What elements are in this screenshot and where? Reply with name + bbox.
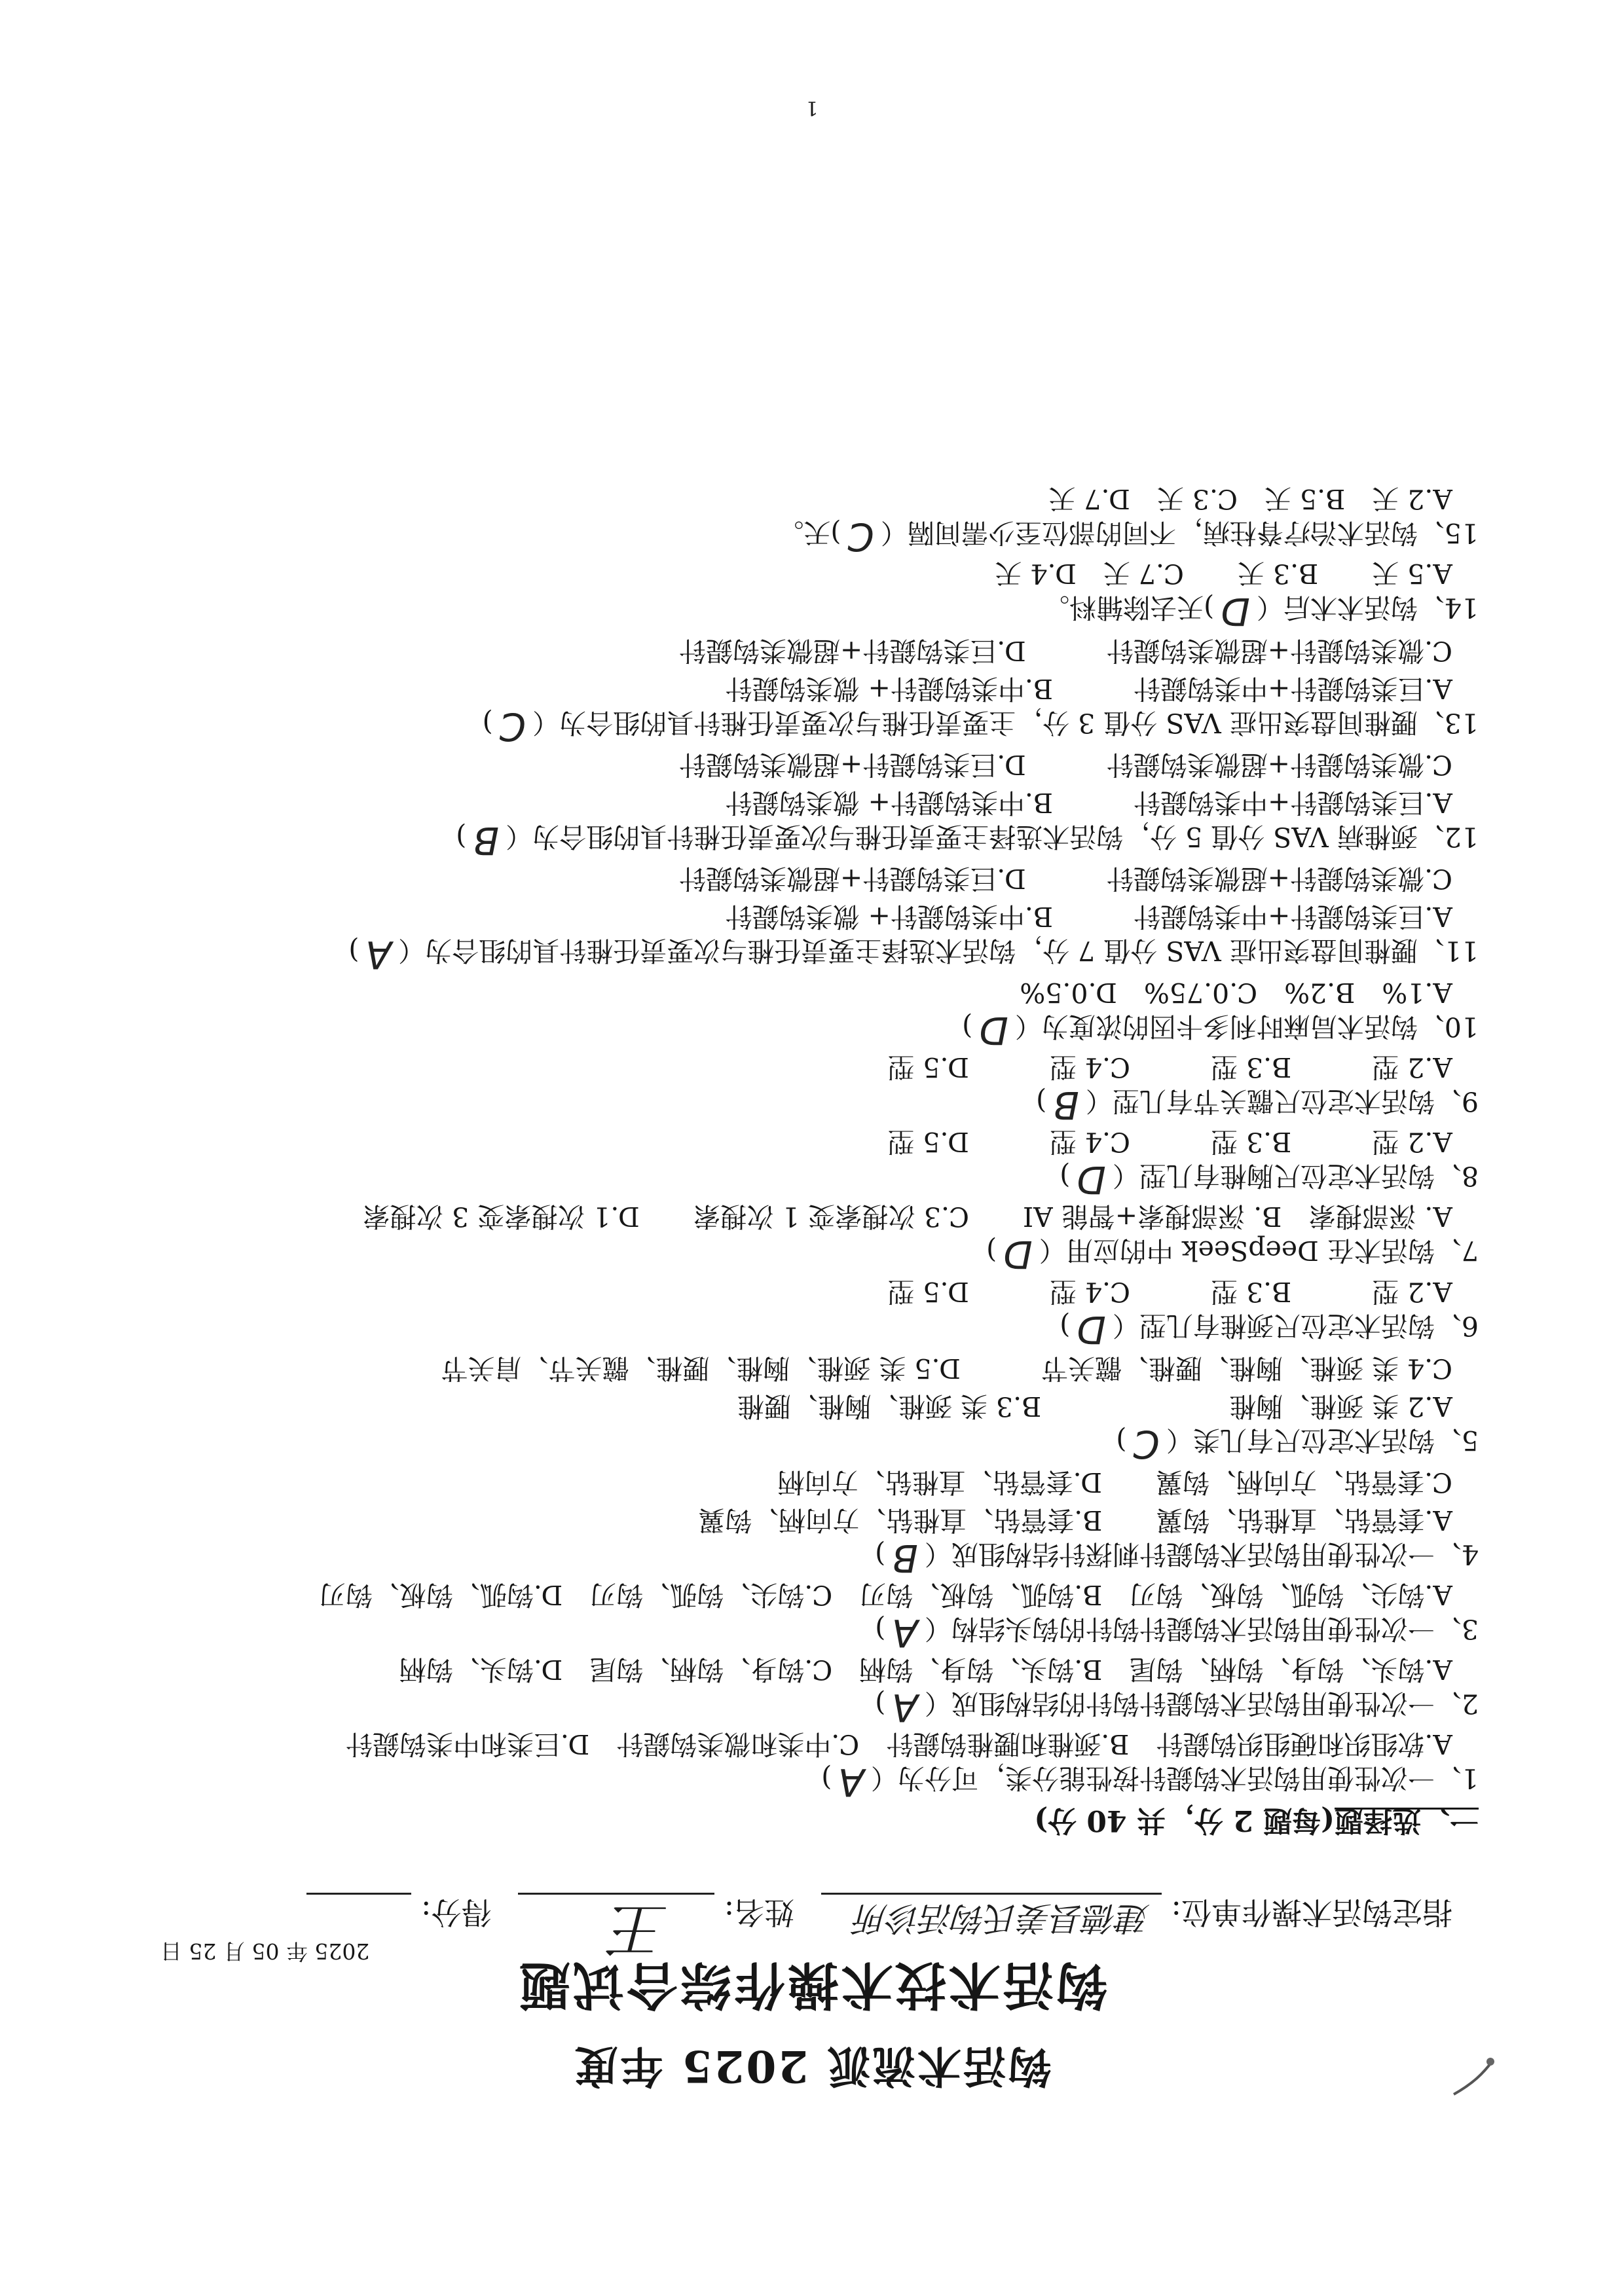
question-text: 9、钩活术定位尺髋关节有几型（ xyxy=(1085,1085,1479,1117)
question-text-end: )天。 xyxy=(777,517,841,549)
name-label: 姓名: xyxy=(724,1895,795,1930)
question-9 xyxy=(1036,1083,1479,1127)
question-text-end: ) xyxy=(986,1235,997,1266)
handwritten-answer: D xyxy=(1077,1157,1106,1202)
question-14 xyxy=(1043,589,1479,634)
question-text: 4、一次性使用钩活术钩鍉针刺探针结构组成（ xyxy=(924,1539,1479,1570)
section-heading xyxy=(1034,1802,1479,1844)
question-5-options: A.2 类 颈椎、胸椎 B.3 类 颈椎、胸椎、腰椎 xyxy=(737,1391,1452,1422)
question-10-options: A.1% B.2% C.0.75% D.0.5% xyxy=(1020,977,1452,1008)
question-15-options: A.2 天 B.5 天 C.3 天 D.7 天 xyxy=(1048,483,1452,515)
question-text: 14、钩活术术后（ xyxy=(1256,592,1479,623)
question-8-options: A.2 型 B.3 型 C.4 型 D.5 型 xyxy=(887,1126,1452,1157)
question-text-end: ) xyxy=(875,1539,886,1570)
question-3 xyxy=(875,1611,1479,1655)
question-text: 1、一次性使用钩活术钩鍉针按性能分类，可分为（ xyxy=(870,1762,1479,1794)
question-14-options: A.5 天 B.3 天 C.7 天 D.4 天 xyxy=(995,558,1452,589)
name-field xyxy=(518,1893,714,1963)
unit-handwriting: 建德县姜氏钩活诊所 xyxy=(855,1899,1150,1937)
handwritten-answer: C xyxy=(499,704,526,749)
question-text-end: ) xyxy=(875,1613,886,1645)
question-text-end: ) xyxy=(1036,1085,1047,1117)
handwritten-answer: C xyxy=(1133,1422,1160,1467)
question-1-options: A.软组织和硬组织钩鍉针 B.颈椎和腰椎钩鍉针 C.中类和微类钩鍉针 D.巨类和中类钩鍉针 xyxy=(345,1728,1452,1760)
question-text-end: ) xyxy=(348,935,360,966)
question-text: 3、一次性使用钩活术钩鍉针钩针的钩头结构（ xyxy=(924,1613,1479,1645)
handwritten-answer: A xyxy=(892,1611,918,1655)
question-text: 8、钩活术定位尺胸椎有几型（ xyxy=(1112,1160,1479,1192)
question-4-options: C.套管钻、方向柄、钩翼 D.套管钻、直椎钻、方向柄 xyxy=(777,1467,1452,1498)
question-4-options: A.套管钻、直椎钻、钩翼 B.套管钻、直椎钻、方向柄、钩翼 xyxy=(698,1504,1452,1536)
handwritten-answer: A xyxy=(892,1685,918,1730)
question-text: 6、钩活术定位尺颈椎有几型（ xyxy=(1112,1310,1479,1341)
question-6-options: A.2 型 B.3 型 C.4 型 D.5 型 xyxy=(887,1276,1452,1307)
handwritten-answer: D xyxy=(1221,589,1250,634)
section-title: 一、选择题 xyxy=(1335,1804,1479,1837)
question-text: 2、一次性使用钩活术钩鍉针钩针的结构组成（ xyxy=(924,1688,1479,1719)
question-text-end: ) xyxy=(821,1762,832,1794)
handwritten-answer: D xyxy=(1077,1307,1106,1352)
question-15 xyxy=(777,515,1479,559)
question-2 xyxy=(875,1685,1479,1730)
question-12 xyxy=(456,818,1479,863)
unit-field xyxy=(821,1893,1162,1937)
section-rule: (每题 2 分，共 40 分) xyxy=(1034,1804,1335,1837)
question-13-options: C.微类钩鍉针+超微类钩鍉针 D.巨类钩鍉针+超微类钩鍉针 xyxy=(678,635,1452,666)
handwritten-answer: B xyxy=(1053,1083,1079,1127)
question-1 xyxy=(821,1760,1479,1804)
question-text-end: )天去除辅料。 xyxy=(1043,592,1215,623)
question-text-end: ) xyxy=(1116,1425,1127,1456)
question-11-options: C.微类钩鍉针+超微类钩鍉针 D.巨类钩鍉针+超微类钩鍉针 xyxy=(678,863,1452,894)
question-8 xyxy=(1060,1157,1479,1202)
handwritten-answer: A xyxy=(365,932,392,977)
question-13 xyxy=(482,704,1479,749)
question-12-options: A.巨类钩鍉针+中类钩鍉针 B.中类钩鍉针+ 微类钩鍉针 xyxy=(725,787,1452,818)
handwritten-answer: B xyxy=(473,818,500,863)
handwritten-answer: D xyxy=(979,1008,1008,1053)
scan-pen-mark xyxy=(1447,2054,1500,2100)
score-label: 得分: xyxy=(421,1895,492,1930)
page-number: 1 xyxy=(805,96,819,119)
question-2-options: A.钩头、钩身、钩柄、钩尾 B.钩头、钩身、钩柄 C.钩身、钩柄、钩尾 D.钩头、钩柄 xyxy=(399,1654,1452,1685)
question-text: 15、钩活术治疗脊柱病，不同的部位至少需间隔（ xyxy=(880,517,1479,549)
question-11 xyxy=(348,932,1479,977)
question-text: 10、钩活术局麻时利多卡因的浓度为（ xyxy=(1014,1011,1479,1042)
name-handwriting: 王 xyxy=(611,1895,669,1963)
candidate-info xyxy=(306,1864,1452,1963)
question-5-options: C.4 类 颈椎、胸椎、腰椎、髋关节 D.5 类 颈椎、胸椎、腰椎、髋关节、肩关节 xyxy=(441,1353,1452,1384)
question-4 xyxy=(875,1536,1479,1580)
question-text: 11、腰椎间盘突出症 VAS 分值 7 分，钩活术选择主要责任椎与次要责任椎针具的组合为（ xyxy=(398,935,1479,966)
exam-date: 2025 年 05 月 25 日 xyxy=(160,1939,370,1964)
question-5 xyxy=(1116,1422,1479,1467)
handwritten-answer: B xyxy=(892,1536,918,1580)
question-10 xyxy=(962,1008,1479,1053)
question-text: 13、腰椎间盘突出症 VAS 分值 3 分，主要责任椎与次要责任椎针具的组合为（ xyxy=(532,707,1479,738)
handwritten-answer: A xyxy=(838,1760,864,1804)
question-13-options: A.巨类钩鍉针+中类钩鍉针 B.中类钩鍉针+ 微类钩鍉针 xyxy=(725,673,1452,704)
question-text-end: ) xyxy=(1060,1160,1071,1192)
question-text-end: ) xyxy=(875,1688,886,1719)
question-9-options: A.2 型 B.3 型 C.4 型 D.5 型 xyxy=(887,1051,1452,1083)
question-3-options: A.钩尖、钩弧、钩板、钩刃 B.钩弧、钩板、钩刃 C.钩尖、钩弧、钩刃 D.钩弧、钩板、钩刃 xyxy=(318,1579,1452,1611)
handwritten-answer: D xyxy=(1003,1232,1033,1277)
question-6 xyxy=(1060,1307,1479,1352)
question-text-end: ) xyxy=(962,1011,973,1042)
question-text-end: ) xyxy=(456,821,467,852)
question-12-options: C.微类钩鍉针+超微类钩鍉针 D.巨类钩鍉针+超微类钩鍉针 xyxy=(678,749,1452,780)
question-7 xyxy=(986,1232,1479,1277)
question-text: 5、钩活术定位尺有几类（ xyxy=(1166,1425,1479,1456)
question-text: 7、钩活术在 DeepSeek 中的应用（ xyxy=(1039,1235,1479,1266)
exam-title-line2: 钩活术技术操作综合试题 xyxy=(517,1955,1108,2014)
exam-title-line1: 钩活术流派 2025 年度 xyxy=(572,2041,1052,2092)
question-11-options: A.巨类钩鍉针+中类钩鍉针 B.中类钩鍉针+ 微类钩鍉针 xyxy=(725,901,1452,932)
question-text: 12、颈椎病 VAS 分值 5 分，钩活术选择主要责任椎与次要责任椎针具的组合为（ xyxy=(506,821,1479,852)
unit-label: 指定钩活术操作单位: xyxy=(1171,1895,1452,1930)
score-field xyxy=(306,1893,411,1926)
question-text-end: ) xyxy=(482,707,493,738)
question-text-end: ) xyxy=(1060,1310,1071,1341)
handwritten-answer: C xyxy=(847,515,874,559)
question-7-options: A. 深部搜索 B. 深部搜索+智能 AI C.3 次搜索变 1 次搜索 D.1 次搜索变 3 次搜索 xyxy=(363,1201,1452,1232)
